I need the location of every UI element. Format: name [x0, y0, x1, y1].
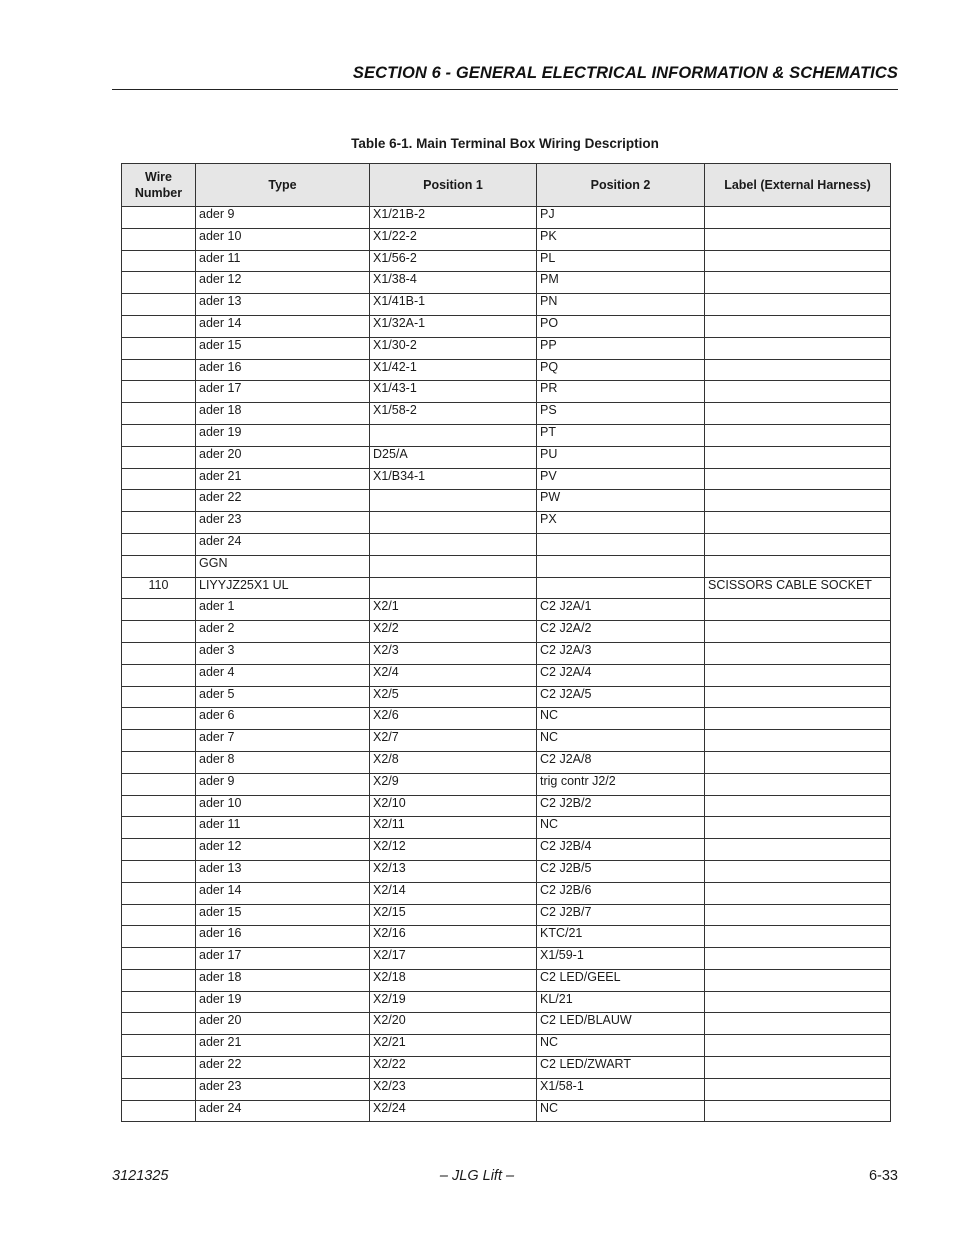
table-row — [122, 882, 891, 904]
table-row — [122, 795, 891, 817]
position-1-cell: X1/43-1 — [370, 381, 537, 403]
type-cell: ader 21 — [196, 468, 370, 490]
position-1-cell: D25/A — [370, 446, 537, 468]
table-row — [122, 577, 891, 599]
position-1-cell: X2/15 — [370, 904, 537, 926]
position-2-cell: C2 LED/BLAUW — [537, 1013, 705, 1035]
table-row — [122, 424, 891, 446]
type-cell: ader 19 — [196, 424, 370, 446]
table-row — [122, 512, 891, 534]
position-2-cell: X1/59-1 — [537, 948, 705, 970]
wire-number-cell — [122, 817, 196, 839]
table-row — [122, 926, 891, 948]
wire-number-cell — [122, 1078, 196, 1100]
table-row — [122, 948, 891, 970]
wire-number-cell — [122, 1057, 196, 1079]
table-row — [122, 817, 891, 839]
label-cell — [705, 403, 891, 425]
table-row — [122, 207, 891, 229]
position-2-cell: PX — [537, 512, 705, 534]
position-1-cell: X2/14 — [370, 882, 537, 904]
wire-number-cell — [122, 599, 196, 621]
position-1-cell — [370, 424, 537, 446]
position-1-cell: X1/41B-1 — [370, 294, 537, 316]
type-cell: ader 16 — [196, 926, 370, 948]
position-2-cell: C2 J2A/1 — [537, 599, 705, 621]
type-cell: ader 17 — [196, 948, 370, 970]
position-1-cell: X1/38-4 — [370, 272, 537, 294]
position-2-cell: PP — [537, 337, 705, 359]
type-cell: ader 11 — [196, 250, 370, 272]
type-cell: ader 4 — [196, 664, 370, 686]
position-2-cell: PU — [537, 446, 705, 468]
label-cell — [705, 272, 891, 294]
position-2-cell: C2 J2A/3 — [537, 642, 705, 664]
table-row — [122, 490, 891, 512]
table-row — [122, 1100, 891, 1122]
position-2-cell: PN — [537, 294, 705, 316]
type-cell: ader 10 — [196, 795, 370, 817]
table-row — [122, 686, 891, 708]
type-cell: ader 16 — [196, 359, 370, 381]
position-1-cell — [370, 512, 537, 534]
label-cell — [705, 294, 891, 316]
type-cell: ader 23 — [196, 1078, 370, 1100]
wire-number-cell — [122, 294, 196, 316]
wire-number-cell — [122, 904, 196, 926]
publisher-name: – JLG Lift – — [439, 1168, 515, 1184]
position-2-cell: NC — [537, 1100, 705, 1122]
label-cell: SCISSORS CABLE SOCKET — [705, 577, 891, 599]
position-1-cell: X2/10 — [370, 795, 537, 817]
wiring-table — [121, 163, 891, 1122]
position-1-cell: X2/5 — [370, 686, 537, 708]
table-row — [122, 730, 891, 752]
position-1-cell: X1/22-2 — [370, 228, 537, 250]
position-2-cell: KTC/21 — [537, 926, 705, 948]
type-cell: ader 23 — [196, 512, 370, 534]
column-header-position-1: Position 1 — [370, 164, 537, 207]
wire-number-cell — [122, 272, 196, 294]
position-2-cell: C2 J2B/7 — [537, 904, 705, 926]
position-2-cell: PT — [537, 424, 705, 446]
table-header-row — [122, 164, 891, 207]
type-cell: ader 12 — [196, 839, 370, 861]
type-cell: ader 18 — [196, 403, 370, 425]
type-cell: ader 8 — [196, 751, 370, 773]
table-row — [122, 708, 891, 730]
wire-number-cell — [122, 882, 196, 904]
label-cell — [705, 969, 891, 991]
wire-number-cell — [122, 207, 196, 229]
label-cell — [705, 1078, 891, 1100]
wire-number-cell — [122, 664, 196, 686]
position-2-cell: C2 J2A/8 — [537, 751, 705, 773]
position-1-cell: X2/13 — [370, 860, 537, 882]
position-2-cell: C2 LED/ZWART — [537, 1057, 705, 1079]
position-2-cell: PO — [537, 315, 705, 337]
table-row — [122, 991, 891, 1013]
position-2-cell: PQ — [537, 359, 705, 381]
position-1-cell: X2/4 — [370, 664, 537, 686]
table-caption: Table 6-1. Main Terminal Box Wiring Description — [351, 136, 659, 151]
label-cell — [705, 926, 891, 948]
wire-number-cell — [122, 795, 196, 817]
wire-number-cell — [122, 708, 196, 730]
table-body — [122, 207, 891, 1122]
label-cell — [705, 904, 891, 926]
type-cell: ader 18 — [196, 969, 370, 991]
wire-number-cell — [122, 337, 196, 359]
type-cell: ader 9 — [196, 773, 370, 795]
type-cell: ader 6 — [196, 708, 370, 730]
position-1-cell: X2/22 — [370, 1057, 537, 1079]
table-row — [122, 272, 891, 294]
wire-number-cell — [122, 533, 196, 555]
position-2-cell: PJ — [537, 207, 705, 229]
table-row — [122, 533, 891, 555]
type-cell: ader 19 — [196, 991, 370, 1013]
position-1-cell: X1/58-2 — [370, 403, 537, 425]
position-2-cell: C2 J2B/6 — [537, 882, 705, 904]
position-1-cell: X2/9 — [370, 773, 537, 795]
type-cell: ader 21 — [196, 1035, 370, 1057]
position-2-cell: PS — [537, 403, 705, 425]
type-cell: ader 12 — [196, 272, 370, 294]
label-cell — [705, 512, 891, 534]
position-1-cell: X2/12 — [370, 839, 537, 861]
type-cell: ader 20 — [196, 1013, 370, 1035]
position-1-cell: X2/16 — [370, 926, 537, 948]
column-header-position-2: Position 2 — [537, 164, 705, 207]
label-cell — [705, 730, 891, 752]
type-cell: ader 3 — [196, 642, 370, 664]
position-1-cell: X2/21 — [370, 1035, 537, 1057]
position-1-cell: X2/17 — [370, 948, 537, 970]
table-row — [122, 381, 891, 403]
wire-number-cell — [122, 1035, 196, 1057]
label-cell — [705, 882, 891, 904]
table-row — [122, 359, 891, 381]
position-1-cell: X1/32A-1 — [370, 315, 537, 337]
header-divider — [112, 89, 898, 90]
position-2-cell: PM — [537, 272, 705, 294]
type-cell: ader 13 — [196, 860, 370, 882]
wire-number-cell — [122, 403, 196, 425]
column-header-wire-number: Wire Number — [122, 164, 196, 207]
type-cell: ader 24 — [196, 533, 370, 555]
label-cell — [705, 839, 891, 861]
label-cell — [705, 751, 891, 773]
position-2-cell: NC — [537, 817, 705, 839]
type-cell: ader 15 — [196, 904, 370, 926]
wire-number-cell — [122, 512, 196, 534]
position-1-cell: X2/11 — [370, 817, 537, 839]
position-1-cell: X2/1 — [370, 599, 537, 621]
wire-number-cell: 110 — [122, 577, 196, 599]
table-row — [122, 969, 891, 991]
position-2-cell: PL — [537, 250, 705, 272]
position-2-cell: C2 J2A/5 — [537, 686, 705, 708]
type-cell: ader 17 — [196, 381, 370, 403]
label-cell — [705, 250, 891, 272]
type-cell: ader 14 — [196, 315, 370, 337]
position-1-cell — [370, 555, 537, 577]
label-cell — [705, 948, 891, 970]
position-1-cell: X2/19 — [370, 991, 537, 1013]
position-2-cell: trig contr J2/2 — [537, 773, 705, 795]
position-2-cell: NC — [537, 1035, 705, 1057]
type-cell: ader 5 — [196, 686, 370, 708]
position-1-cell: X2/20 — [370, 1013, 537, 1035]
label-cell — [705, 337, 891, 359]
label-cell — [705, 446, 891, 468]
label-cell — [705, 207, 891, 229]
position-2-cell — [537, 555, 705, 577]
position-2-cell: C2 J2B/4 — [537, 839, 705, 861]
table-row — [122, 773, 891, 795]
page-number: 6-33 — [868, 1168, 898, 1184]
type-cell: LIYYJZ25X1 UL — [196, 577, 370, 599]
table-row — [122, 250, 891, 272]
type-cell: ader 2 — [196, 621, 370, 643]
section-title: SECTION 6 - GENERAL ELECTRICAL INFORMATION & SCHEMATICS — [352, 64, 898, 82]
table-row — [122, 337, 891, 359]
position-2-cell: C2 J2A/4 — [537, 664, 705, 686]
position-2-cell — [537, 533, 705, 555]
type-cell: ader 13 — [196, 294, 370, 316]
label-cell — [705, 359, 891, 381]
position-2-cell: NC — [537, 730, 705, 752]
position-1-cell: X1/42-1 — [370, 359, 537, 381]
wire-number-cell — [122, 424, 196, 446]
label-cell — [705, 664, 891, 686]
wire-number-cell — [122, 686, 196, 708]
wire-number-cell — [122, 730, 196, 752]
position-2-cell: X1/58-1 — [537, 1078, 705, 1100]
wire-number-cell — [122, 555, 196, 577]
table-row — [122, 315, 891, 337]
type-cell: ader 7 — [196, 730, 370, 752]
table-row — [122, 751, 891, 773]
position-2-cell — [537, 577, 705, 599]
position-2-cell: PV — [537, 468, 705, 490]
position-1-cell: X1/B34-1 — [370, 468, 537, 490]
table-row — [122, 664, 891, 686]
type-cell: ader 22 — [196, 490, 370, 512]
type-cell: ader 22 — [196, 1057, 370, 1079]
table-row — [122, 555, 891, 577]
wire-number-cell — [122, 315, 196, 337]
type-cell: ader 9 — [196, 207, 370, 229]
label-cell — [705, 642, 891, 664]
table-row — [122, 904, 891, 926]
label-cell — [705, 817, 891, 839]
type-cell: ader 15 — [196, 337, 370, 359]
position-1-cell: X2/18 — [370, 969, 537, 991]
position-2-cell: PR — [537, 381, 705, 403]
label-cell — [705, 228, 891, 250]
wire-number-cell — [122, 642, 196, 664]
position-1-cell: X2/6 — [370, 708, 537, 730]
position-1-cell: X2/3 — [370, 642, 537, 664]
wire-number-cell — [122, 446, 196, 468]
position-2-cell: PW — [537, 490, 705, 512]
label-cell — [705, 1013, 891, 1035]
type-cell: ader 10 — [196, 228, 370, 250]
table-row — [122, 1057, 891, 1079]
position-2-cell: C2 J2B/2 — [537, 795, 705, 817]
wire-number-cell — [122, 948, 196, 970]
label-cell — [705, 1035, 891, 1057]
wire-number-cell — [122, 860, 196, 882]
type-cell: ader 24 — [196, 1100, 370, 1122]
table-row — [122, 1078, 891, 1100]
label-cell — [705, 424, 891, 446]
wire-number-cell — [122, 381, 196, 403]
label-cell — [705, 795, 891, 817]
label-cell — [705, 315, 891, 337]
document-number: 3121325 — [112, 1168, 169, 1184]
label-cell — [705, 468, 891, 490]
table-row — [122, 860, 891, 882]
wire-number-cell — [122, 490, 196, 512]
position-1-cell — [370, 577, 537, 599]
wire-number-cell — [122, 1100, 196, 1122]
label-cell — [705, 1057, 891, 1079]
label-cell — [705, 708, 891, 730]
position-1-cell: X1/56-2 — [370, 250, 537, 272]
wire-number-cell — [122, 773, 196, 795]
column-header-label: Label (External Harness) — [705, 164, 891, 207]
wire-number-cell — [122, 991, 196, 1013]
wire-number-cell — [122, 250, 196, 272]
position-2-cell: NC — [537, 708, 705, 730]
label-cell — [705, 860, 891, 882]
position-1-cell — [370, 533, 537, 555]
table-row — [122, 446, 891, 468]
position-1-cell: X2/2 — [370, 621, 537, 643]
label-cell — [705, 621, 891, 643]
type-cell: ader 20 — [196, 446, 370, 468]
table-row — [122, 621, 891, 643]
wire-number-cell — [122, 926, 196, 948]
label-cell — [705, 1100, 891, 1122]
wire-number-cell — [122, 468, 196, 490]
label-cell — [705, 533, 891, 555]
type-cell: ader 1 — [196, 599, 370, 621]
wire-number-cell — [122, 751, 196, 773]
position-1-cell: X2/24 — [370, 1100, 537, 1122]
table-row — [122, 403, 891, 425]
table-row — [122, 1013, 891, 1035]
label-cell — [705, 599, 891, 621]
position-1-cell: X1/30-2 — [370, 337, 537, 359]
wire-number-cell — [122, 621, 196, 643]
position-1-cell: X2/8 — [370, 751, 537, 773]
label-cell — [705, 555, 891, 577]
wire-number-cell — [122, 1013, 196, 1035]
position-2-cell: PK — [537, 228, 705, 250]
position-1-cell: X2/23 — [370, 1078, 537, 1100]
label-cell — [705, 381, 891, 403]
label-cell — [705, 686, 891, 708]
type-cell: GGN — [196, 555, 370, 577]
column-header-type: Type — [196, 164, 370, 207]
label-cell — [705, 773, 891, 795]
position-2-cell: C2 J2A/2 — [537, 621, 705, 643]
label-cell — [705, 991, 891, 1013]
table-row — [122, 294, 891, 316]
position-1-cell: X1/21B-2 — [370, 207, 537, 229]
position-2-cell: C2 J2B/5 — [537, 860, 705, 882]
table-row — [122, 468, 891, 490]
position-1-cell: X2/7 — [370, 730, 537, 752]
table-row — [122, 599, 891, 621]
wire-number-cell — [122, 969, 196, 991]
wire-number-cell — [122, 839, 196, 861]
type-cell: ader 11 — [196, 817, 370, 839]
table-row — [122, 228, 891, 250]
wire-number-cell — [122, 228, 196, 250]
table-row — [122, 642, 891, 664]
label-cell — [705, 490, 891, 512]
position-2-cell: C2 LED/GEEL — [537, 969, 705, 991]
position-1-cell — [370, 490, 537, 512]
table-row — [122, 839, 891, 861]
type-cell: ader 14 — [196, 882, 370, 904]
position-2-cell: KL/21 — [537, 991, 705, 1013]
table-row — [122, 1035, 891, 1057]
wire-number-cell — [122, 359, 196, 381]
